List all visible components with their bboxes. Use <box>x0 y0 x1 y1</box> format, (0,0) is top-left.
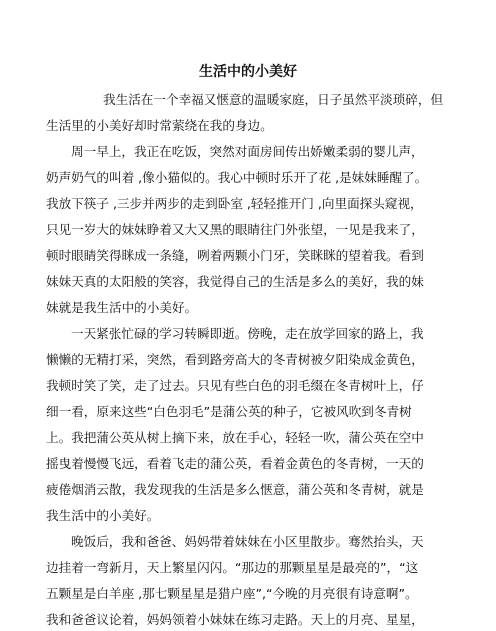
paragraph-line: 周一早上，我正在吃饭，突然对面房间传出娇嫩柔弱的婴儿声， <box>71 144 424 159</box>
paragraph-line: 我生活中的小美好。 <box>46 508 160 523</box>
paragraph-line: 疲倦烟消云散，我发现我的生活是多么惬意，蒲公英和冬青树，就是 <box>46 482 424 497</box>
paragraph-line: 一天紧张忙碌的学习转瞬即逝。傍晚，走在放学回家的路上，我 <box>71 326 424 341</box>
paragraph-line: 懒懒的无精打采，突然，看到路旁高大的冬青树被夕阳染成金黄色， <box>46 352 424 367</box>
paragraph-line: 奶声奶气的叫着 ,像小猫似的。我心中顿时乐开了花 ,是妹妹睡醒了。 <box>46 170 428 185</box>
paragraph-line: 妹就是我生活中的小美好。 <box>46 300 198 315</box>
paragraph-line: 晚饭后，我和爸爸、妈妈带着妹妹在小区里散步。骞然抬头，天 <box>71 534 424 549</box>
paragraph-line: 生活里的小美好却时常萦绕在我的身边。 <box>46 118 273 133</box>
paragraph-line: 摇曳着慢慢飞远，看着飞走的蒲公英，看着金黄色的冬青树，一天的 <box>46 456 424 471</box>
paragraph-line: 我生活在一个幸福又惬意的温暖家庭，日子虽然平淡琐碎，但 <box>103 92 444 107</box>
paragraph-line: 边挂着一弯新月，天上繁星闪闪。“那边的那颗星星是最亮的”，“这 <box>46 560 419 575</box>
paragraph-line: 我顿时笑了笑，走了过去。只见有些白色的羽毛缀在冬青树叶上，仔 <box>46 378 424 393</box>
paragraph-line: 只见一岁大的妹妹睁着又大又黑的眼睛往门外张望，一见是我来了， <box>46 222 424 237</box>
paragraph-line: 五颗星是白羊座 ,那七颗星星是猎户座”,“今晚的月亮很有诗意啊”。 <box>46 586 418 601</box>
document-title: 生活中的小美好 <box>199 64 297 80</box>
paragraph-line: 顿时眼睛笑得眯成一条缝，咧着两颗小门牙，笑眯眯的望着我。看到 <box>46 248 424 263</box>
paragraph-line: 妹妹天真的太阳般的笑容，我觉得自己的生活是多么的美好，我的妹 <box>46 274 424 289</box>
paragraph-line: 细一看，原来这些“白色羽毛”是蒲公英的种子，它被风吹到冬青树 <box>46 404 412 419</box>
paragraph-line: 我和爸爸议论着，妈妈领着小妹妹在练习走路。天上的月亮、星星， <box>46 612 424 627</box>
paragraph-line: 上。我把蒲公英从树上摘下来，放在手心，轻轻一吹，蒲公英在空中 <box>46 430 424 445</box>
paragraph-line: 我放下筷子 ,三步并两步的走到卧室 ,轻轻推开门 ,向里面探头窥视， <box>46 196 423 211</box>
